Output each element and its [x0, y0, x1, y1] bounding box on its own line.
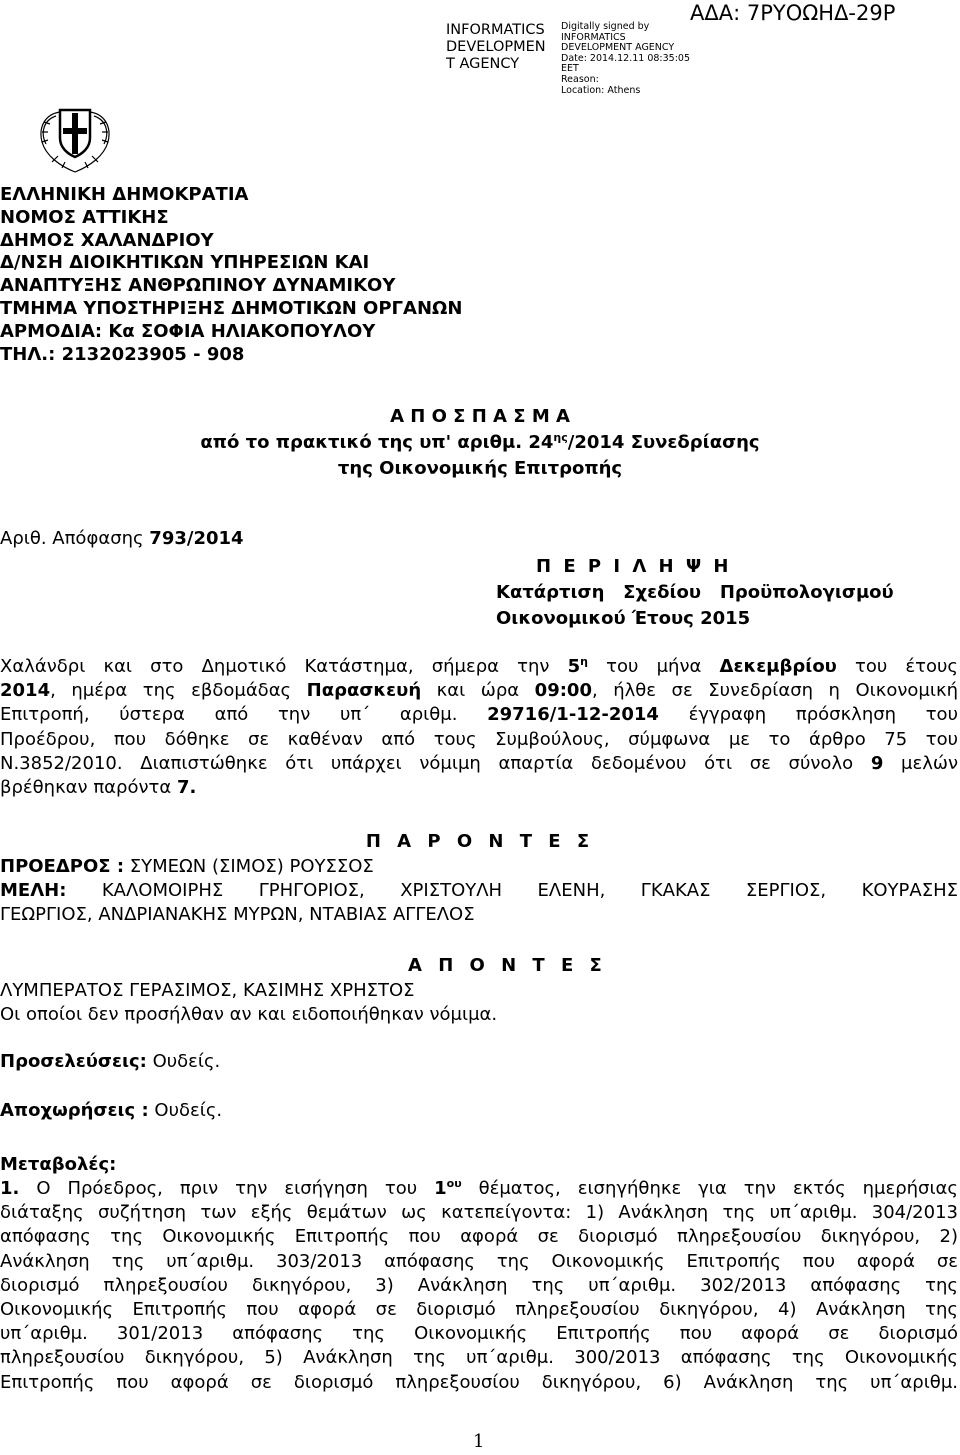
- absent-names: ΛΥΜΠΕΡΑΤΟΣ ΓΕΡΑΣΙΜΟΣ, ΚΑΣΙΜΗΣ ΧΡΗΣΤΟΣ: [0, 980, 415, 1001]
- text: Χαλάνδρι και στο Δημοτικό Κατάστημα, σήμερα την: [0, 656, 568, 677]
- paragraph-line: Επιτροπής που αφορά σε διορισμό πληρεξουσίου δικηγόρου, 6) Ανάκληση της υπ΄αριθμ.: [0, 1371, 958, 1393]
- session-weekday: Παρασκευή: [306, 680, 422, 702]
- header-line: ΤΗΛ.: 2132023905 - 908: [0, 343, 245, 365]
- session-month: Δεκεμβρίου: [719, 656, 837, 677]
- decision-number: [0, 527, 244, 551]
- paragraph-line: πληρεξουσίου δικηγόρου, 5) Ανάκληση της υπ΄αριθμ. 300/2013 απόφασης της Οικονομικής: [0, 1347, 958, 1369]
- paragraph-line: Προέδρου, που δόθηκε σε καθέναν από τους Συμβούλους, σύμφωνα με το άρθρο 75 του: [0, 728, 958, 750]
- text: βρέθηκαν παρόντα: [0, 777, 177, 799]
- paragraph-line: διάταξης συζήτηση των εξής θεμάτων ως κατεπείγοντα: 1) Ανάκληση της υπ΄αριθμ. 304/2013: [0, 1202, 958, 1224]
- paragraph-line: Οικονομικής Επιτροπής που αφορά σε διορισμό πληρεξουσίου δικηγόρου, 4) Ανάκληση της: [0, 1299, 958, 1321]
- paragraph-line: Ανάκληση της υπ΄αριθμ. 303/2013 απόφασης της Οικονομικής Επιτροπής που αφορά σε: [0, 1250, 958, 1272]
- text: Ν.3852/2010. Διαπιστώθηκε ότι υπάρχει νόμιμη απαρτία δεδομένου ότι σε σύνολο: [0, 752, 871, 774]
- members-names: ΚΑΛΟΜΟΙΡΗΣ ΓΡΗΓΟΡΙΟΣ, ΧΡΙΣΤΟΥΛΗ ΕΛΕΝΗ, ΓΚΑΚΑΣ ΣΕΡΓΙΟΣ, ΚΟΥΡΑΣΗΣ: [66, 880, 958, 902]
- signature-name-line: INFORMATICS: [446, 22, 545, 38]
- session-time: 09:00: [534, 680, 592, 702]
- changes-title: Μεταβολές:: [0, 1154, 117, 1175]
- extract-title: Α Π Ο Σ Π Α Σ Μ Α: [390, 406, 570, 427]
- absent-title: Α Π Ο Ν Τ Ε Σ: [408, 955, 607, 976]
- municipality-header: [0, 184, 462, 366]
- text: Επιτροπή, ύστερα από την υπ΄ αριθμ.: [0, 704, 488, 726]
- signature-name-line: T AGENCY: [446, 56, 520, 72]
- header-line: ΑΝΑΠΤΥΞΗΣ ΑΝΘΡΩΠΙΝΟΥ ΔΥΝΑΜΙΚΟΥ: [0, 275, 396, 297]
- header-line: ΑΡΜΟΔΙΑ: Κα ΣΟΦΙΑ ΗΛΙΑΚΟΠΟΥΛΟΥ: [0, 320, 376, 342]
- signature-detail-line: Date: 2014.12.11 08:35:05: [561, 52, 691, 64]
- present-title: Π Α Ρ Ο Ν Τ Ε Σ: [365, 831, 595, 852]
- president-name: ΣΥΜΕΩΝ (ΣΙΜΟΣ) ΡΟΥΣΣΟΣ: [124, 856, 374, 877]
- page-number: 1: [473, 1431, 485, 1452]
- paragraph-line: απόφασης της Οικονομικής Επιτροπής που αφορά σε διορισμό πληρεξουσίου δικηγόρου, 2): [0, 1226, 958, 1248]
- absent-members: [0, 979, 497, 1027]
- greek-state-seal-icon: [20, 80, 130, 185]
- item-number: 1.: [0, 1178, 20, 1199]
- text: του μήνα: [588, 656, 720, 677]
- paragraph-line: [0, 655, 958, 679]
- topic-number: 1: [434, 1178, 447, 1199]
- paragraph-line: διορισμό πληρεξουσίου δικηγόρου, 3) Ανάκληση της υπ΄αριθμ. 302/2013 απόφασης της: [0, 1274, 958, 1296]
- text: και ώρα: [421, 680, 535, 702]
- text: του έτους: [836, 656, 958, 677]
- signature-detail-line: EET: [561, 63, 579, 75]
- summary-line: Οικονομικού Έτους 2015: [496, 608, 751, 629]
- signature-detail-line: Location: Athens: [561, 84, 641, 96]
- extract-subtitle-text: από το πρακτικό της υπ' αριθμ. 24: [200, 432, 554, 453]
- paragraph-line: [0, 776, 958, 800]
- members-line: [0, 879, 958, 903]
- text: , ημέρα της εβδομάδας: [50, 680, 307, 702]
- changes-paragraph: [0, 1177, 958, 1395]
- extract-subtitle-sup: ης: [553, 431, 568, 444]
- signature-detail-line: INFORMATICS: [561, 31, 626, 43]
- paragraph-line: [0, 752, 958, 776]
- arrivals-line: [0, 1051, 220, 1072]
- signature-name-line: DEVELOPMEN: [446, 39, 546, 55]
- text: , ήλθε σε Συνεδρίαση η Οικονομική: [591, 680, 958, 702]
- text: θέματος, εισηγήθηκε για την εκτός ημερήσιας: [461, 1178, 958, 1199]
- arrivals-value: Ουδείς.: [146, 1051, 221, 1072]
- session-day-sup: η: [580, 655, 588, 668]
- extract-subtitle-text-end: /2014 Συνεδρίασης: [567, 432, 760, 453]
- signature-detail-line: Reason:: [561, 73, 599, 85]
- session-paragraph: [0, 655, 958, 800]
- present-members: [0, 855, 958, 928]
- session-year: 2014: [0, 680, 51, 702]
- header-line: ΤΜΗΜΑ ΥΠΟΣΤΗΡΙΞΗΣ ΔΗΜΟΤΙΚΩΝ ΟΡΓΑΝΩΝ: [0, 297, 463, 319]
- signature-detail-line: Digitally signed by: [561, 21, 650, 32]
- departures-label: Αποχωρήσεις :: [0, 1100, 149, 1121]
- header-line: ΕΛΛΗΝΙΚΗ ΔΗΜΟΚΡΑΤΙΑ: [0, 184, 249, 205]
- president-line: [0, 855, 958, 879]
- ada-code: ΑΔΑ: 7ΡΥΟΩΗΔ-29Ρ: [690, 1, 896, 25]
- text: έγγραφη πρόσκληση του: [658, 704, 958, 726]
- arrivals-label: Προσελεύσεις:: [0, 1051, 147, 1072]
- text: Ο Πρόεδρος, πριν την εισήγηση του: [19, 1178, 435, 1199]
- signature-signer-name: [446, 22, 558, 73]
- paragraph-line: υπ΄αριθμ. 301/2013 απόφασης της Οικονομικής Επιτροπής που αφορά σε διορισμό: [0, 1323, 958, 1345]
- text: μελών: [883, 752, 958, 774]
- extract-heading: [0, 404, 960, 482]
- president-label: ΠΡΟΕΔΡΟΣ :: [0, 856, 125, 877]
- topic-number-sup: ου: [446, 1177, 462, 1190]
- extract-committee: της Οικονομικής Επιτροπής: [337, 458, 623, 479]
- members-line: ΓΕΩΡΓΙΟΣ, ΑΝΔΡΙΑΝΑΚΗΣ ΜΥΡΩΝ, ΝΤΑΒΙΑΣ ΑΓΓΕΛΟΣ: [0, 904, 475, 926]
- present-count: 7.: [176, 777, 197, 799]
- summary-block: [496, 554, 894, 632]
- paragraph-line: [0, 703, 958, 727]
- absent-note: Οι οποίοι δεν προσήλθαν αν και ειδοποιήθηκαν νόμιμα.: [0, 1004, 498, 1026]
- departures-line: [0, 1100, 222, 1121]
- members-label: ΜΕΛΗ:: [0, 880, 67, 902]
- total-members: 9: [870, 752, 884, 774]
- signature-detail-line: DEVELOPMENT AGENCY: [561, 42, 675, 54]
- paragraph-line: [0, 1177, 958, 1201]
- extract-subtitle: [0, 430, 960, 456]
- decision-label: Αριθ. Απόφασης: [0, 528, 150, 549]
- invitation-reference: 29716/1-12-2014: [487, 704, 659, 726]
- departures-value: Ουδείς.: [148, 1100, 223, 1121]
- header-line: ΝΟΜΟΣ ΑΤΤΙΚΗΣ: [0, 206, 169, 228]
- decision-value: 793/2014: [149, 528, 244, 549]
- signature-details: [561, 22, 691, 96]
- paragraph-line: [0, 679, 958, 703]
- session-day: 5: [567, 656, 581, 677]
- header-line: ΔΗΜΟΣ ΧΑΛΑΝΔΡΙΟΥ: [0, 229, 214, 251]
- summary-title: Π Ε Ρ Ι Λ Η Ψ Η: [536, 556, 732, 577]
- summary-line: Κατάρτιση Σχεδίου Προϋπολογισμού: [496, 582, 894, 603]
- header-line: Δ/ΝΣΗ ΔΙΟΙΚΗΤΙΚΩΝ ΥΠΗΡΕΣΙΩΝ ΚΑΙ: [0, 252, 370, 274]
